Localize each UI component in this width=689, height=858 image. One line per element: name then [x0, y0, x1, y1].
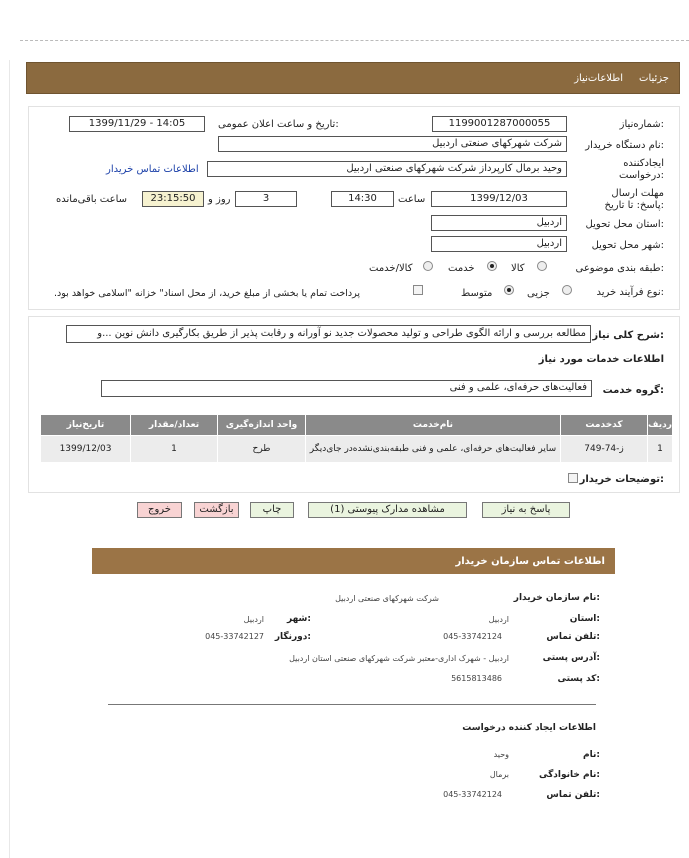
- table-header-row: [41, 415, 673, 436]
- contact-province-label: استان:: [569, 614, 600, 624]
- category-service-label: خدمت: [448, 263, 475, 274]
- contact-fax-label: دورنگار:: [274, 632, 311, 642]
- contact-province-value: اردبیل: [488, 615, 509, 624]
- creator-phone-label: تلفن تماس:: [546, 790, 600, 800]
- buyer-notes-label: توضیحات خریدار:: [579, 474, 664, 485]
- back-button[interactable]: بازگشت: [194, 502, 239, 518]
- buyer-notes-checkbox[interactable]: [568, 473, 578, 483]
- col-need-date: تاریخ‌نیاز: [41, 415, 131, 436]
- reply-button[interactable]: پاسخ به نیاز: [482, 502, 570, 518]
- attachments-button[interactable]: مشاهده مدارک پیوستی (1): [308, 502, 467, 518]
- contact-fax-value: 045-33742127: [205, 632, 264, 641]
- process-minor-label: جزیی: [527, 288, 550, 299]
- creator-field: وحید برمال کارپرداز شرکت شهرکهای صنعتی اردبیل: [207, 161, 567, 177]
- cell-need-date: 1399/12/03: [41, 436, 131, 463]
- days-label: روز و: [208, 194, 231, 205]
- col-service-code: کدخدمت: [561, 415, 648, 436]
- col-row: ردیف: [648, 415, 673, 436]
- need-number-field: 1199001287000055: [432, 116, 567, 132]
- cell-unit: طرح: [218, 436, 306, 463]
- deadline-time-field: 14:30: [331, 191, 394, 207]
- left-border: [9, 60, 10, 858]
- deadline-label: مهلت ارسال پاسخ: تا تاریخ:: [604, 188, 664, 211]
- creator-label: ایجادکننده درخواست:: [619, 158, 664, 181]
- need-info-link[interactable]: اطلاعات‌نیاز: [574, 73, 623, 84]
- buyer-contact-link[interactable]: اطلاعات تماس خریدار: [106, 164, 199, 175]
- contact-org-label: نام سازمان خریدار:: [513, 593, 600, 603]
- category-goods-radio[interactable]: [537, 261, 547, 271]
- creator-info-title: اطلاعات ایجاد کننده درخواست: [462, 723, 596, 733]
- treasury-payment-note: پرداخت تمام یا بخشی از مبلغ خرید، از محل اسناد" خزانه "اسلامی خواهد بود.: [54, 288, 360, 299]
- group-field: فعالیت‌های حرفه‌ای، علمی و فنی: [101, 380, 592, 397]
- process-medium-label: متوسط: [461, 288, 493, 299]
- announce-label: تاریخ و ساعت اعلان عمومی:: [218, 119, 339, 130]
- contact-phone-label: تلفن تماس:: [546, 632, 600, 642]
- exit-button[interactable]: خروج: [137, 502, 182, 518]
- category-both-radio[interactable]: [423, 261, 433, 271]
- org-field: شرکت شهرکهای صنعتی اردبیل: [218, 136, 567, 152]
- contact-section-header: [92, 548, 615, 574]
- category-both-label: کالا/خدمت: [369, 263, 413, 274]
- cell-quantity: 1: [131, 436, 218, 463]
- services-title: اطلاعات خدمات مورد نیاز: [538, 354, 664, 365]
- contact-postal-label: کد پستی:: [557, 674, 600, 684]
- cell-row: 1: [648, 436, 673, 463]
- cell-service-name: سایر فعالیت‌های حرفه‌ای، علمی و فنی طبقه‌بندی‌نشده‌در جای‌دیگر: [306, 436, 561, 463]
- process-medium-radio[interactable]: [504, 285, 514, 295]
- city-field: اردبیل: [431, 236, 567, 252]
- deadline-date-field: 1399/12/03: [431, 191, 567, 207]
- creator-name-label: نام:: [583, 750, 600, 760]
- creator-family-label: نام خانوادگی:: [538, 770, 600, 780]
- summary-field: مطالعه بررسی و ارائه الگوی طراحی و تولید محصولات جدید نو آورانه و رقابت پذیر از طریق بکارگیری دانش نوین ...و: [66, 325, 591, 343]
- creator-family-value: برمال: [489, 770, 509, 779]
- process-minor-radio[interactable]: [562, 285, 572, 295]
- group-label: گروه خدمت:: [602, 385, 664, 396]
- col-unit: واحد اندازه‌گیری: [218, 415, 306, 436]
- print-button[interactable]: چاپ: [250, 502, 294, 518]
- process-label: نوع فرآیند خرید:: [596, 287, 664, 298]
- creator-name-value: وحید: [493, 750, 509, 759]
- category-label: طبقه بندی موضوعی:: [575, 263, 664, 274]
- contact-org-value: شرکت شهرکهای صنعتی اردبیل: [335, 594, 439, 603]
- col-quantity: تعداد/مقدار: [131, 415, 218, 436]
- remaining-time-field: 23:15:50: [142, 191, 204, 207]
- top-divider: [20, 40, 689, 41]
- services-table: [40, 414, 673, 463]
- treasury-payment-checkbox[interactable]: [413, 285, 423, 295]
- contact-section-title: اطلاعات تماس سازمان خریدار: [455, 556, 605, 567]
- city-label: شهر محل تحویل:: [591, 240, 664, 251]
- time-label: ساعت: [398, 194, 426, 205]
- days-field: 3: [235, 191, 297, 207]
- contact-postal-value: 5615813486: [451, 674, 502, 683]
- header-bar: [26, 62, 680, 94]
- table-row: [41, 436, 673, 463]
- category-goods-label: کالا: [511, 263, 525, 274]
- col-service-name: نام‌خدمت: [306, 415, 561, 436]
- remaining-label: ساعت باقی‌مانده: [56, 194, 128, 205]
- announce-datetime-field: 1399/11/29 - 14:05: [69, 116, 205, 132]
- need-number-label: شماره‌نیاز:: [619, 119, 664, 130]
- contact-divider: [108, 704, 596, 705]
- province-field: اردبیل: [431, 215, 567, 231]
- province-label: استان محل تحویل:: [585, 219, 664, 230]
- contact-phone-value: 045-33742124: [443, 632, 502, 641]
- details-link[interactable]: جزئیات: [639, 73, 669, 84]
- category-service-radio[interactable]: [487, 261, 497, 271]
- contact-city-label: شهر:: [287, 614, 311, 624]
- org-label: نام دستگاه خریدار:: [585, 140, 664, 151]
- cell-service-code: ز-74-749: [561, 436, 648, 463]
- contact-address-label: آدرس پستی:: [542, 653, 600, 663]
- creator-phone-value: 045-33742124: [443, 790, 502, 799]
- summary-label: شرح کلی نیاز:: [592, 330, 664, 341]
- contact-city-value: اردبیل: [243, 615, 264, 624]
- contact-address-value: اردبیل - شهرک اداری-معتبر شرکت شهرکهای صنعتی استان اردبیل: [289, 654, 509, 663]
